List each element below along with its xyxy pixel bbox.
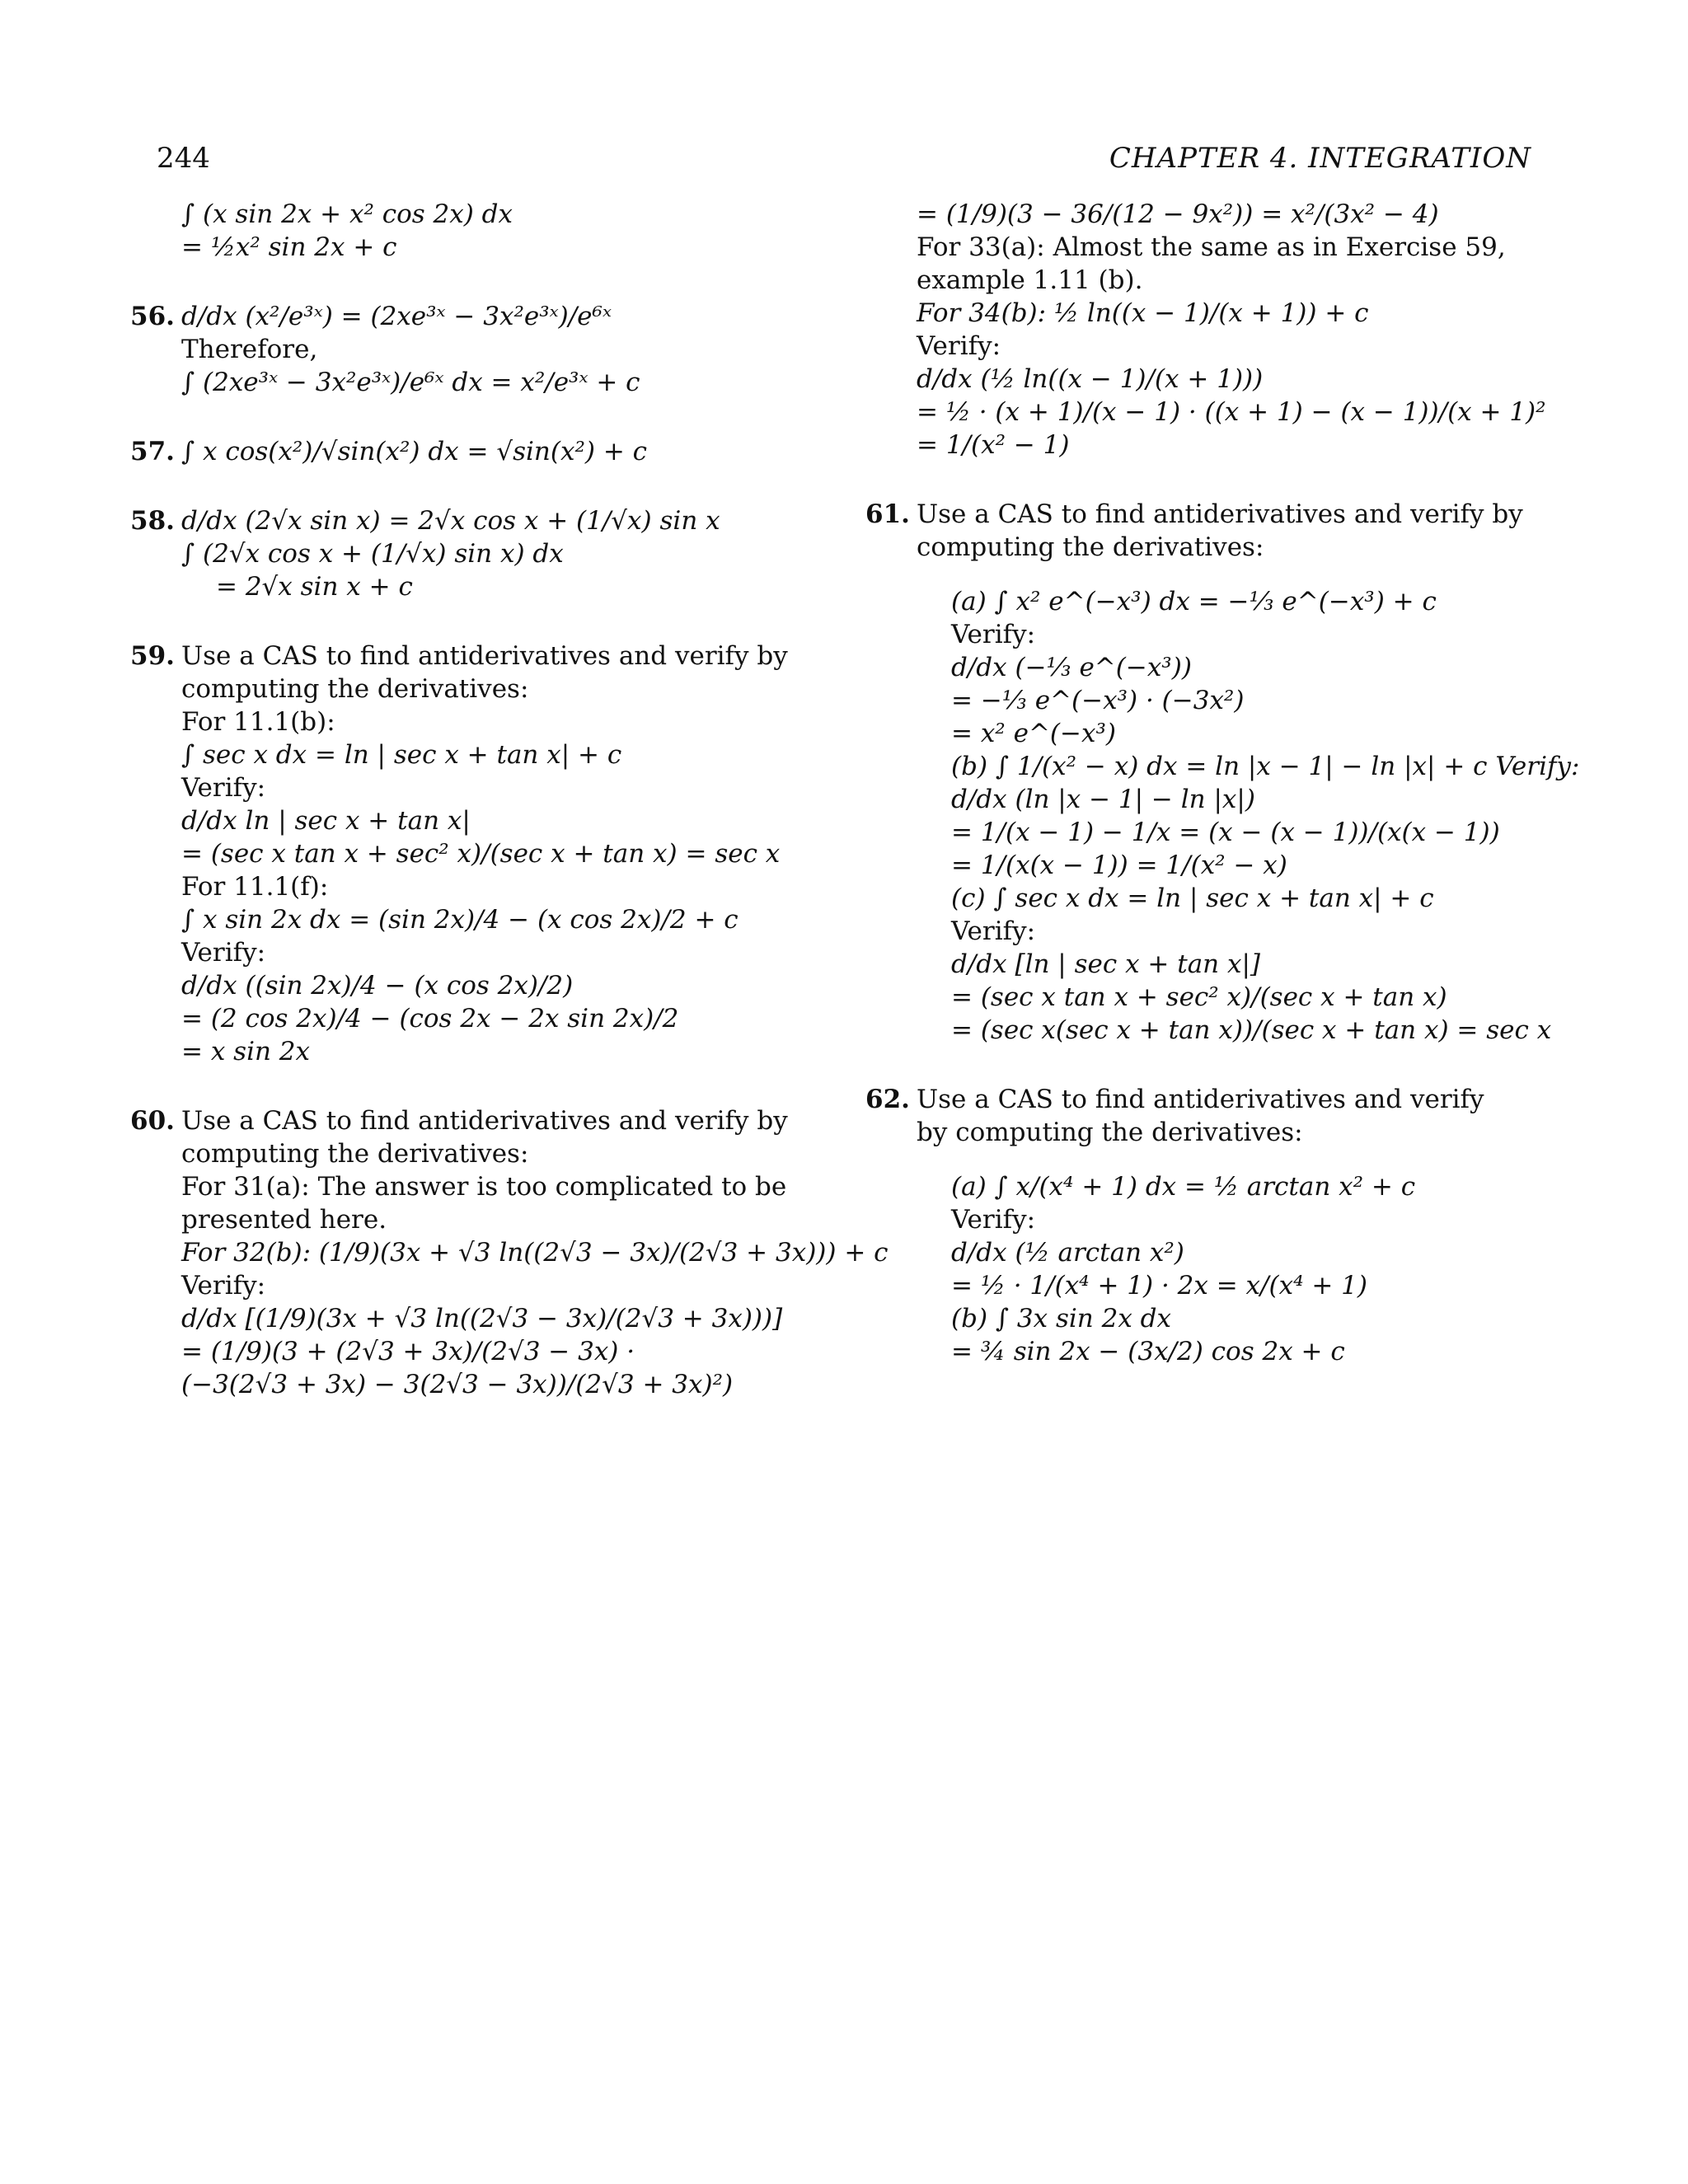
equation-line: For 32(b): (1/9)(3x + √3 ln((2√3 − 3x)/(2√3 + 3x))) + c bbox=[181, 1238, 889, 1268]
problem-62 bbox=[865, 1083, 1518, 1368]
text-line: example 1.11 (b). bbox=[917, 265, 1143, 295]
equation-line: d/dx ln | sec x + tan x| bbox=[181, 806, 471, 836]
text-line: Verify: bbox=[181, 938, 266, 968]
text-line: Use a CAS to find antiderivatives and verify by bbox=[181, 641, 788, 671]
text-line: Verify: bbox=[181, 773, 266, 803]
problem-number: 56. bbox=[130, 302, 175, 331]
equation-line: d/dx [(1/9)(3x + √3 ln((2√3 − 3x)/(2√3 + 3x)))] bbox=[181, 1304, 783, 1333]
text-line: by computing the derivatives: bbox=[917, 1118, 1303, 1147]
text-line: Verify: bbox=[951, 1205, 1036, 1235]
equation-line: ∫ x cos(x²)/√sin(x²) dx = √sin(x²) + c bbox=[181, 437, 648, 466]
equation-line: (a) ∫ x/(x⁴ + 1) dx = ½ arctan x² + c bbox=[951, 1172, 1416, 1202]
equation-line: d/dx (½ ln((x − 1)/(x + 1))) bbox=[917, 364, 1264, 394]
text-line: For 33(a): Almost the same as in Exercise 59, bbox=[917, 232, 1506, 262]
right-column bbox=[865, 198, 1580, 1368]
equation-line: = −⅓ e^(−x³) · (−3x²) bbox=[951, 686, 1245, 715]
equation-line: For 34(b): ½ ln((x − 1)/(x + 1)) + c bbox=[917, 298, 1369, 328]
equation-line: d/dx (−⅓ e^(−x³)) bbox=[951, 653, 1192, 682]
equation-line: (b) ∫ 1/(x² − x) dx = ln |x − 1| − ln |x| + c Verify: bbox=[951, 752, 1580, 781]
text-line: Verify: bbox=[951, 916, 1036, 946]
problem-number: 58. bbox=[130, 506, 175, 536]
text-line: computing the derivatives: bbox=[917, 532, 1264, 562]
equation-line: d/dx (x²/e³ˣ) = (2xe³ˣ − 3x²e³ˣ)/e⁶ˣ bbox=[181, 302, 612, 331]
equation-line: = ½ · 1/(x⁴ + 1) · 2x = x/(x⁴ + 1) bbox=[951, 1271, 1367, 1301]
equation-line: = 1/(x² − 1) bbox=[917, 430, 1070, 460]
equation-line: = (2 cos 2x)/4 − (cos 2x − 2x sin 2x)/2 bbox=[181, 1004, 679, 1033]
text-line: For 11.1(b): bbox=[181, 707, 335, 737]
equation-line: (b) ∫ 3x sin 2x dx bbox=[951, 1304, 1171, 1333]
problem-56 bbox=[130, 300, 783, 399]
equation-line: = (sec x tan x + sec² x)/(sec x + tan x) bbox=[951, 982, 1447, 1012]
problem-58 bbox=[130, 504, 783, 603]
page-number: 244 bbox=[157, 142, 210, 175]
equation-line: = (sec x tan x + sec² x)/(sec x + tan x) = sec x bbox=[181, 839, 781, 869]
problem-number: 59. bbox=[130, 641, 175, 671]
equation-line: d/dx (ln |x − 1| − ln |x|) bbox=[951, 785, 1255, 814]
equation-line: = x sin 2x bbox=[181, 1037, 311, 1066]
text-line: computing the derivatives: bbox=[181, 1139, 529, 1169]
equation-line: = ¾ sin 2x − (3x/2) cos 2x + c bbox=[951, 1337, 1345, 1366]
equation-line: d/dx ((sin 2x)/4 − (x cos 2x)/2) bbox=[181, 971, 574, 1001]
equation-line: = 2√x sin x + c bbox=[216, 572, 413, 602]
text-line: Use a CAS to find antiderivatives and verify by bbox=[917, 499, 1523, 529]
equation-line: = (1/9)(3 − 36/(12 − 9x²)) = x²/(3x² − 4) bbox=[917, 199, 1439, 229]
text-line: computing the derivatives: bbox=[181, 674, 529, 704]
text-line: For 11.1(f): bbox=[181, 872, 329, 902]
equation-line: = 1/(x(x − 1)) = 1/(x² − x) bbox=[951, 851, 1287, 880]
equation-line: = 1/(x − 1) − 1/x = (x − (x − 1))/(x(x − 1)) bbox=[951, 818, 1500, 847]
equation-line: = (1/9)(3 + (2√3 + 3x)/(2√3 − 3x) · bbox=[181, 1337, 635, 1366]
equation-line: d/dx (½ arctan x²) bbox=[951, 1238, 1184, 1268]
problem-number: 57. bbox=[130, 437, 175, 466]
text-line: Verify: bbox=[917, 331, 1001, 361]
equation-line: = x² e^(−x³) bbox=[951, 719, 1116, 748]
text-line: Verify: bbox=[181, 1271, 266, 1301]
problem-57 bbox=[130, 435, 783, 468]
problem-61 bbox=[865, 498, 1580, 1047]
equation-line: ∫ (2xe³ˣ − 3x²e³ˣ)/e⁶ˣ dx = x²/e³ˣ + c bbox=[181, 368, 640, 397]
equation-line: ∫ sec x dx = ln | sec x + tan x| + c bbox=[181, 740, 622, 770]
problem-59 bbox=[130, 640, 788, 1068]
equation-line: (c) ∫ sec x dx = ln | sec x + tan x| + c bbox=[951, 883, 1434, 913]
equation-line: ∫ (x sin 2x + x² cos 2x) dx bbox=[181, 199, 513, 229]
chapter-title: CHAPTER 4. INTEGRATION bbox=[1109, 142, 1531, 175]
problem-number: 61. bbox=[865, 499, 910, 529]
equation-line: = (sec x(sec x + tan x))/(sec x + tan x) = sec x bbox=[951, 1015, 1552, 1045]
problem-60 bbox=[130, 1104, 889, 1401]
equation-line: (−3(2√3 + 3x) − 3(2√3 − 3x))/(2√3 + 3x)²) bbox=[181, 1370, 734, 1399]
equation-line: ∫ (2√x cos x + (1/√x) sin x) dx bbox=[181, 539, 564, 569]
problem-number: 60. bbox=[130, 1106, 175, 1136]
text-line: presented here. bbox=[181, 1205, 387, 1235]
text-line: Use a CAS to find antiderivatives and verify bbox=[917, 1085, 1484, 1114]
equation-line: ∫ x sin 2x dx = (sin 2x)/4 − (x cos 2x)/2 + c bbox=[181, 905, 738, 935]
problem-number: 62. bbox=[865, 1085, 910, 1114]
text-line: Therefore, bbox=[181, 335, 318, 364]
equation-line: d/dx [ln | sec x + tan x|] bbox=[951, 949, 1261, 979]
equation-line: = ½ · (x + 1)/(x − 1) · ((x + 1) − (x − 1))/(x + 1)² bbox=[917, 397, 1546, 427]
text-line: For 31(a): The answer is too complicated to be bbox=[181, 1172, 787, 1202]
equation-line: = ½x² sin 2x + c bbox=[181, 232, 397, 262]
text-line: Use a CAS to find antiderivatives and verify by bbox=[181, 1106, 788, 1136]
equation-line: (a) ∫ x² e^(−x³) dx = −⅓ e^(−x³) + c bbox=[951, 587, 1437, 616]
equation-line: d/dx (2√x sin x) = 2√x cos x + (1/√x) sin x bbox=[181, 506, 720, 536]
text-line: Verify: bbox=[951, 620, 1036, 649]
